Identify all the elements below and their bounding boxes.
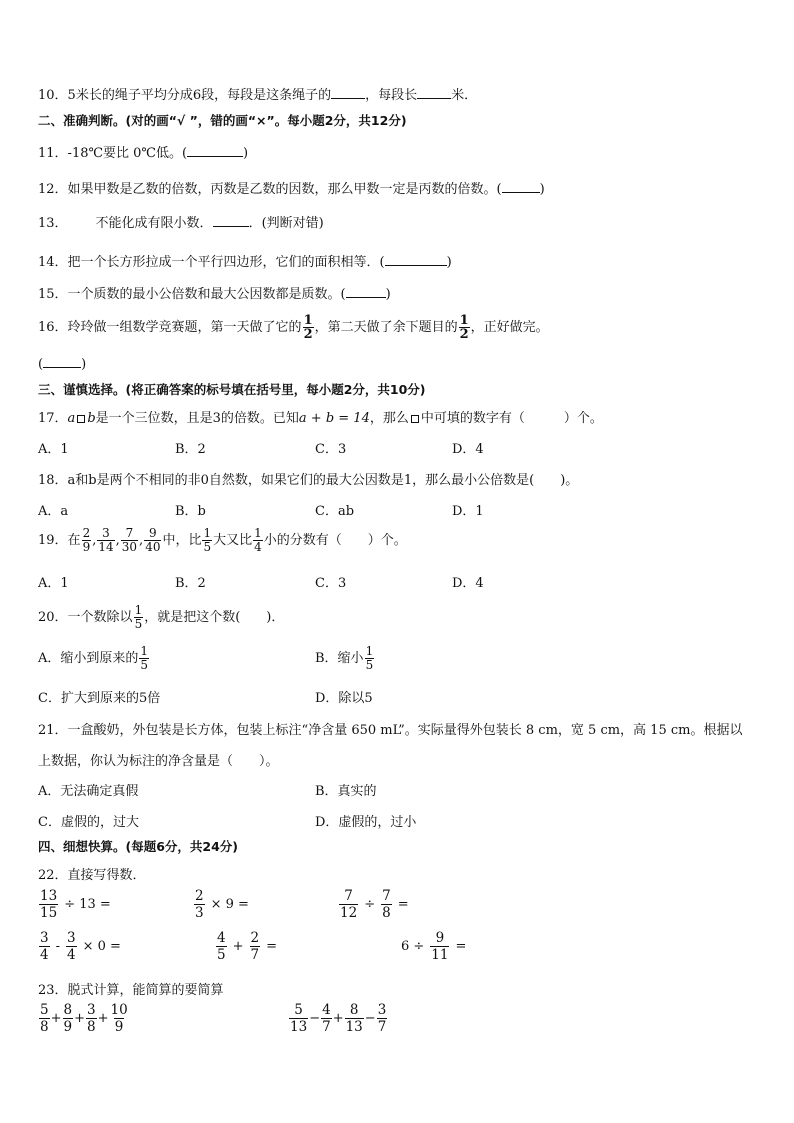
paren: ) (385, 287, 391, 302)
question-text: ，每段长 (365, 88, 418, 103)
question-number: 12． (38, 182, 68, 197)
option-a[interactable]: A．1 (38, 576, 69, 591)
option-label: A．缩小到原来的 (38, 651, 139, 666)
paren: ) (446, 255, 452, 270)
option-d[interactable]: D．除以5 (315, 691, 373, 706)
calc-expression-2: $\frac{5}{13}$ − $\frac{4}{7}$ + $\frac{8}{13}$ − $\frac{3}{7}$ (290, 1002, 387, 1035)
fraction: $\frac{5}{8}$ (40, 1002, 49, 1035)
option-b[interactable]: B．真实的 (315, 784, 377, 799)
fraction: $\frac{8}{13}$ (345, 1002, 363, 1035)
fraction: $\frac{10}{9}$ (110, 1002, 128, 1035)
option-c[interactable]: C．3 (315, 576, 347, 591)
question-text: ，第二天做了余下题目的 (314, 320, 458, 335)
answer-blank[interactable] (43, 355, 81, 368)
question-text: 米． (451, 88, 478, 103)
option-a[interactable]: A．1 (38, 442, 69, 457)
paren: ) (243, 146, 249, 161)
fraction: $\frac{4}{7}$ (322, 1002, 331, 1035)
question-text: 小的分数有（ ）个。 (263, 533, 407, 548)
fraction: $\frac{9}{11}$ (431, 930, 449, 963)
question-17 (38, 407, 603, 426)
fraction: $\frac{4}{5}$ (217, 930, 226, 963)
question-text: ，正好做完。 (470, 320, 549, 335)
fraction: $\frac{1}{4}$ (254, 526, 262, 554)
question-text: a和b是两个不相同的非0自然数，如果它们的最大公因数是1，那么最小公倍数是( )。 (67, 473, 579, 488)
fraction: $\frac{2}{9}$ (82, 526, 91, 554)
option-a[interactable]: A．a (38, 504, 69, 519)
question-13 (38, 212, 324, 231)
expression-5: $\frac{4}{5}$ + $\frac{2}{7}$ = (217, 930, 277, 963)
question-text: 直接写得数． (67, 868, 146, 883)
fraction: $\frac{3}{4}$ (40, 930, 49, 963)
paren: ( (38, 357, 44, 372)
fraction: $\frac{3}{4}$ (67, 930, 76, 963)
question-text: 玲玲做一组数学竞赛题，第一天做了它的 (67, 320, 302, 335)
variable-b: b (87, 411, 96, 426)
section-2-heading: 二、准确判断。(对的画“√ ”，错的画“×”。每小题2分，共12分) (38, 113, 407, 128)
expression-3: $\frac{7}{12}$ ÷ $\frac{7}{8}$ = (340, 888, 409, 921)
paren: ) (539, 182, 545, 197)
question-number: 20． (38, 610, 68, 625)
option-b[interactable]: B．2 (175, 576, 206, 591)
question-14 (38, 251, 452, 270)
fraction: $\frac{3}{7}$ (377, 1002, 387, 1035)
option-d[interactable]: D．1 (452, 504, 484, 519)
option-c[interactable]: C．ab (315, 504, 355, 519)
fraction: $\frac{2}{3}$ (195, 888, 204, 921)
option-d[interactable]: D．4 (452, 576, 484, 591)
question-text: ．(判断对错) (248, 216, 324, 231)
box-placeholder (77, 415, 85, 423)
question-21-cont: 上数据，你认为标注的净含量是（ ）。 (38, 754, 279, 769)
question-text: 脱式计算，能简算的要简算 (67, 983, 224, 998)
answer-blank[interactable] (417, 86, 451, 99)
expression-1: $\frac{13}{15}$ ÷ 13 = (40, 888, 111, 921)
question-18 (38, 469, 578, 488)
question-number: 17． (38, 411, 68, 426)
section-3-heading: 三、谨慎选择。(将正确答案的标号填在括号里，每小题2分，共10分) (38, 382, 426, 397)
question-text: 不能化成有限小数． (95, 216, 213, 231)
option-c[interactable]: C．扩大到原来的5倍 (38, 691, 161, 706)
fraction: $\frac{8}{9}$ (63, 1002, 73, 1035)
question-text: -18℃要比 0℃低。( (67, 146, 188, 161)
question-23 (38, 979, 224, 998)
question-text: 在 (67, 533, 81, 548)
question-text: 中，比 (162, 533, 202, 548)
equation: a + b = 14 (298, 411, 370, 426)
expression-2: $\frac{2}{3}$ × 9 = (195, 888, 249, 921)
answer-blank[interactable] (213, 214, 249, 227)
fraction: $\frac{3}{8}$ (87, 1002, 96, 1035)
fraction: $\frac{3}{14}$ (98, 526, 114, 554)
question-number: 22． (38, 868, 68, 883)
fraction: $\frac{7}{8}$ (382, 888, 391, 921)
option-b[interactable] (315, 645, 375, 672)
answer-blank[interactable] (331, 86, 365, 99)
option-c[interactable]: C．3 (315, 442, 347, 457)
question-16 (38, 314, 549, 341)
fraction: $\frac{2}{7}$ (250, 930, 260, 963)
question-10 (38, 84, 477, 103)
section-4-heading: 四、细想快算。(每题6分，共24分) (38, 839, 239, 854)
question-text: 把一个长方形拉成一个平行四边形，它们的面积相等．( (67, 255, 385, 270)
question-text: 一盒酸奶，外包装是长方体，包装上标注“净含量 650 mL”。实际量得外包装长 8 cm，宽 5 cm，高 15 cm。根据以 (67, 723, 743, 738)
question-number: 13． (38, 216, 68, 231)
question-15 (38, 283, 391, 302)
fraction: $\frac{13}{15}$ (40, 888, 58, 921)
box-placeholder (411, 415, 419, 423)
expression-6: 6 ÷ $\frac{9}{11}$ = (401, 930, 467, 963)
question-text: 大又比 (213, 533, 253, 548)
fraction: $\frac{7}{12}$ (340, 888, 358, 921)
question-text: ，那么 (369, 411, 409, 426)
question-number: 21． (38, 723, 68, 738)
fraction: $\frac{1}{2}$ (459, 313, 469, 342)
option-d[interactable]: D．4 (452, 442, 484, 457)
question-text: 一个数除以 (67, 610, 133, 625)
expression-4: $\frac{3}{4}$ - $\frac{3}{4}$ × 0 = (40, 930, 121, 963)
question-22 (38, 864, 146, 883)
option-b[interactable]: B．b (175, 504, 206, 519)
answer-blank[interactable] (346, 285, 386, 298)
fraction: $\frac{9}{40}$ (145, 526, 161, 554)
variable-a: a (67, 411, 76, 426)
question-number: 15． (38, 287, 68, 302)
paren: ) (81, 357, 87, 372)
question-number: 23． (38, 983, 68, 998)
question-12 (38, 178, 545, 197)
option-b[interactable]: B．2 (175, 442, 206, 457)
option-a[interactable]: A．无法确定真假 (38, 784, 139, 799)
question-text: 5米长的绳子平均分成6段，每段是这条绳子的 (67, 88, 332, 103)
question-11 (38, 142, 248, 161)
question-number: 19． (38, 533, 68, 548)
answer-blank[interactable] (502, 180, 540, 193)
fraction: $\frac{1}{5}$ (365, 644, 374, 672)
question-21 (38, 719, 742, 738)
fraction: $\frac{5}{13}$ (290, 1002, 308, 1035)
question-number: 14． (38, 255, 68, 270)
calc-expression-1: $\frac{5}{8}$ + $\frac{8}{9}$ + $\frac{3}{8}$ + $\frac{10}{9}$ (40, 1002, 128, 1035)
fraction: $\frac{1}{5}$ (203, 526, 212, 554)
option-d[interactable]: D．虚假的，过小 (315, 815, 417, 830)
question-text: 中可填的数字有（ ）个。 (420, 411, 603, 426)
answer-blank[interactable] (385, 253, 447, 266)
question-number: 16． (38, 320, 68, 335)
question-text: 是一个三位数，且是3的倍数。已知 (95, 411, 299, 426)
fraction: $\frac{1}{2}$ (303, 313, 313, 342)
question-19: 19．在 $\frac{2}{9}$ , $\frac{3}{14}$ , $\frac{7}{30}$ , $\frac{9}{40}$ 中，比 $\frac{1}{5}$ 大又比 $\frac{1}{4}$ 小的分数有（ ）个。 (38, 526, 407, 554)
question-number: 10． (38, 88, 68, 103)
question-16-answer (38, 355, 86, 372)
question-20 (38, 604, 284, 631)
fraction: $\frac{1}{5}$ (140, 644, 149, 672)
option-label: B．缩小 (315, 651, 364, 666)
option-c[interactable]: C．虚假的，过大 (38, 815, 139, 830)
question-number: 11． (38, 146, 68, 161)
question-text: 如果甲数是乙数的倍数，丙数是乙数的因数，那么甲数一定是丙数的倍数。( (67, 182, 502, 197)
answer-blank[interactable] (187, 144, 243, 157)
option-a[interactable] (38, 645, 150, 672)
fraction: $\frac{1}{5}$ (134, 603, 143, 631)
question-number: 18． (38, 473, 68, 488)
question-text: 一个质数的最小公倍数和最大公因数都是质数。( (67, 287, 346, 302)
fraction: $\frac{7}{30}$ (121, 526, 138, 554)
question-text: ，就是把这个数( )． (144, 610, 285, 625)
